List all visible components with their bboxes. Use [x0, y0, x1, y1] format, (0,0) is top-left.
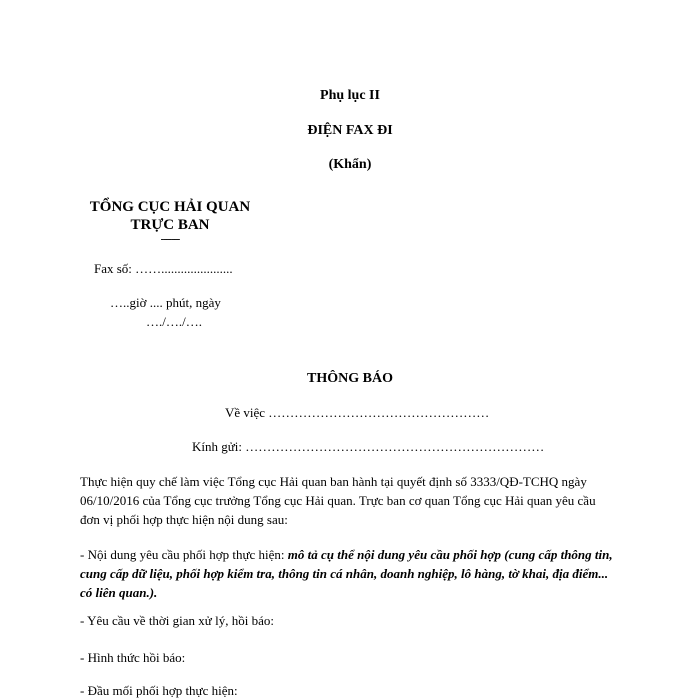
organization-name: TỔNG CỤC HẢI QUAN — [89, 199, 251, 215]
body-paragraph: Thực hiện quy chế làm việc Tổng cục Hải quan ban hành tại quyết định số 3333/QĐ-TCHQ ngày 06/10/2016 của Tổng cục trưởng Tổng cục Hải quan. Trực ban cơ quan Tổng cục Hải quan yêu cầu đơn vị phối hợp thực hiện nội dung sau: — [80, 474, 596, 527]
organization-divider: ------- — [160, 233, 180, 245]
appendix-label: Phụ lục II — [320, 88, 380, 103]
time-requirement-line: - Yêu cầu về thời gian xử lý, hồi báo: — [80, 613, 274, 628]
request-detail: mô tả cụ thể nội dung yêu cầu phối hợp (cung cấp thông tin, cung cấp dữ liệu, phối hợp kiểm tra, thông tin cá nhân, doanh nghiệp, lô hàng, tờ khai, địa điểm... có liên quan.). — [80, 547, 613, 600]
recipient-line: Kính gửi: …………………………………………………………… — [192, 439, 545, 454]
fax-number-field: Fax số: ……...................... — [94, 261, 233, 276]
request-content-paragraph — [80, 545, 618, 602]
organization-unit: TRỰC BAN — [130, 217, 210, 233]
notice-title: THÔNG BÁO — [307, 371, 393, 386]
fax-date-field: …./…./…. — [146, 314, 202, 329]
fax-time-field: …..giờ .... phút, ngày — [110, 295, 221, 310]
organization-block — [80, 198, 260, 244]
request-prefix: - Nội dung yêu cầu phối hợp thực hiện: — [80, 547, 288, 562]
reply-form-line: - Hình thức hồi báo: — [80, 650, 186, 665]
document-type-title: ĐIỆN FAX ĐI — [307, 123, 393, 138]
subject-line: Về việc …………………………………………… — [225, 405, 490, 420]
urgency-label: (Khẩn) — [328, 157, 372, 172]
contact-point-line: - Đầu mối phối hợp thực hiện: — [80, 683, 238, 698]
